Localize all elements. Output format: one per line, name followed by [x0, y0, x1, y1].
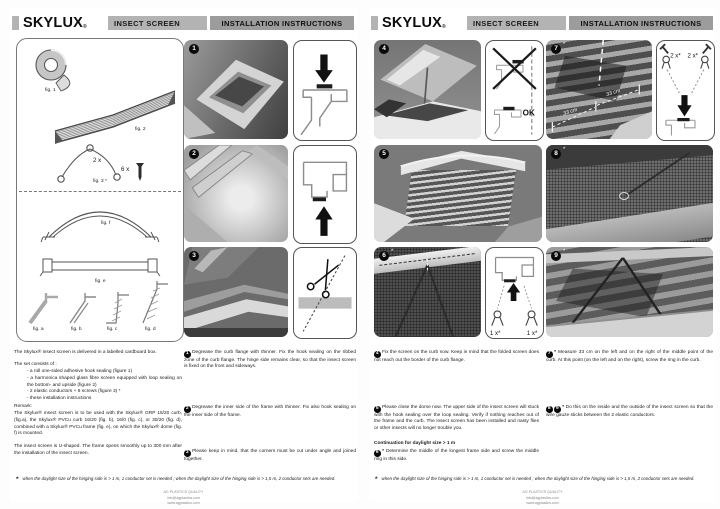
figf-label: fig. f [101, 221, 111, 226]
measure-photo-shapes [546, 40, 652, 139]
step6-badge-star: * [391, 249, 394, 255]
step1-diagram [293, 40, 357, 141]
product-name: INSECT SCREEN [114, 19, 181, 28]
footnote [375, 476, 711, 483]
installation-instructions-title: INSTALLATION INSTRUCTIONS [221, 18, 343, 28]
footnote-asterisk: * [16, 476, 19, 483]
registered-mark: ® [83, 24, 87, 30]
set-item: - a harmonica shaped glass fibre screen equipped with loop sealing on the bottom- and upside (figure 2) [27, 375, 182, 388]
set-item: - a roll one-sided adhesive hook sealing (figure 1) [27, 369, 133, 374]
step8-number: 8 [547, 406, 551, 411]
set-list [14, 369, 182, 403]
step6-body: Determine the middle of the longest frame side and screw the middle ring in this side. [374, 449, 539, 462]
step1-number: 1 [185, 351, 189, 356]
step7-diagram [656, 40, 715, 141]
fige-label: fig. e [95, 279, 106, 284]
open-dome-photo-shapes [374, 40, 481, 139]
up-arrow-icon [315, 206, 332, 236]
ring-icon [526, 311, 537, 326]
logo-word: SKYLUX [382, 14, 443, 31]
step7-star: * [554, 350, 556, 355]
step7-badge-star: * [563, 42, 566, 48]
step5-photo [374, 145, 542, 242]
hook-sealing-position-diagram [294, 41, 356, 140]
step9-number: 9 [556, 406, 559, 411]
conductor-v-shapes [546, 247, 713, 337]
step6-photo [374, 247, 481, 337]
step7-badge: 7 [551, 44, 561, 54]
screw-icon [703, 44, 711, 53]
dashed-divider [19, 191, 181, 192]
down-arrow-icon [315, 55, 333, 83]
step89-star: * [562, 405, 565, 410]
qty-1x-left: 1 x* [489, 330, 501, 338]
closed-dome-photo-shapes [374, 145, 542, 242]
step1-badge: 1 [189, 44, 199, 54]
step2-text [184, 405, 356, 419]
product-name: INSECT SCREEN [473, 19, 540, 28]
qty-2x-right: 2 x* [687, 52, 699, 60]
middle-ring-diagram [486, 248, 543, 338]
step9-photo [546, 247, 713, 337]
cross-out-icon [493, 48, 536, 89]
screwed-ring [619, 192, 629, 200]
step5-badge: 5 [379, 149, 389, 159]
screw-quantity: 6 x [121, 166, 130, 173]
measurement-33cm-left: 33 cm [562, 107, 579, 118]
company-website: www.agplastics.com [167, 501, 200, 506]
header-title-bar [210, 16, 354, 30]
curb-a-illustration [27, 289, 61, 325]
company-email: info@agplastics.com [166, 495, 201, 500]
curb-d-illustration [139, 279, 173, 325]
right-page [369, 8, 716, 506]
qty-1x-right: 1 x* [526, 330, 538, 338]
company-name: AG PLASTICS QUALITY [163, 490, 204, 494]
figc-label: fig. c [107, 327, 118, 332]
figa-label: fig. a [33, 327, 44, 332]
measurement-33cm-right: 33 cm [605, 87, 622, 98]
step1-body: Degrease the curb flange with thinner. Fix the hook sealing on the ribbed zone of the curb flange. The hinge side remains clear, so that the insect screen is fixed on the front and sideways. [184, 350, 356, 370]
step5-number: 5 [375, 406, 379, 411]
left-page [10, 8, 357, 506]
step7-body: Measure 33 cm on the left and on the right of the middle point of the curb. At this point (on the left and on the right), screw the ring in the curb. [546, 350, 713, 363]
skylux-logo [378, 8, 467, 30]
step4-body: Fix the screen on the curb now. Keep in mind that the folded screen does not reach out the border of the curb flange. [374, 350, 539, 363]
fig2-label: fig. 2 [135, 127, 146, 132]
step3-diagram [293, 247, 357, 339]
step1-text [184, 350, 356, 371]
step9-badge-star: * [563, 249, 566, 255]
wrong-right-position-diagram [486, 41, 543, 140]
step3-badge: 3 [189, 251, 199, 261]
remark-text: The Skylux® insect screen is to be used with the Skylux® GRP 15/20 curb, (fig.a), the Skylux® PVCu curb 16/20 (fig. b), 16/0 (fig. c), or 30/20 (fig. d), combined with a Skylux® PVCu frame (fig. e), on which the Skylux® dome (fig. f) is mounted. [14, 411, 182, 437]
footnote-text: when the daylight size of the hinging side is > 1 m, 1 conductor set is needed ; when the daylight size of the hinging side is > 1,5 m, 2 conductor sets are needed. [22, 476, 336, 481]
accordion-screen-illustration [51, 87, 179, 149]
step8-photo [546, 145, 713, 242]
elastic-line [546, 145, 713, 242]
screw-icon [660, 44, 668, 53]
step6-diagram [485, 247, 544, 339]
company-website: www.agplastics.com [526, 501, 559, 506]
step4-text [374, 350, 539, 364]
step7-number: 7 [547, 351, 551, 356]
intro-text: The Skylux® insect screen is delivered in a labelled cardboard box. [14, 350, 157, 355]
parts-box [16, 38, 184, 342]
step3-text [184, 449, 356, 463]
ring-icon [662, 56, 670, 68]
step4-photo [374, 40, 481, 139]
frame-sealing-position-diagram [294, 146, 356, 243]
footnote-text: when the daylight size of the hinging side is > 1 m, 1 conductor set is needed ; when the daylight size of the hinging side is > 1,5 m, 2 conductor sets are needed. [381, 476, 695, 481]
curb-photo-shapes [184, 40, 288, 139]
registered-mark: ® [442, 24, 446, 30]
curb-rings-diagram [657, 41, 714, 140]
step4-number: 4 [375, 351, 379, 356]
ushape-text: The insect screen is U-shaped. The frame opens smoothly up to 300 mm after the installation of the insect screen. [14, 444, 182, 456]
step1-photo [184, 40, 288, 139]
frame-photo-shapes [184, 145, 288, 242]
step8-9-text [546, 405, 713, 419]
conductor-lines [374, 247, 481, 337]
step4-badge: 4 [379, 44, 389, 54]
up-arrow-icon [507, 283, 520, 301]
step5-body: Please close the dome now. The upper side of the insect screen will stuck with the hook sealing over the loop sealing. Verify if nothing reaches out of the frame and the curb. The insect screen has been installed and nasty flies or other insects will no longer trouble you. [374, 405, 539, 432]
footnote [16, 476, 352, 483]
step6-number: 6 [375, 450, 379, 455]
company-block [369, 490, 716, 507]
step2-diagram [293, 145, 357, 244]
installation-instructions-title: INSTALLATION INSTRUCTIONS [580, 18, 702, 28]
company-block [10, 490, 357, 507]
step8-badge-star: * [563, 147, 566, 153]
step4-diagram [485, 40, 544, 141]
set-heading: The set consists of : [14, 362, 57, 367]
dome-profile-illustration [39, 199, 161, 243]
step5-text [374, 405, 539, 433]
step89-body: Do this on the inside and the outside of the insect screen so that the wire gauze sticks between the 2 elastic conductors. [546, 405, 713, 418]
step2-badge: 2 [189, 149, 199, 159]
elastic-quantity: 2 x [93, 157, 102, 164]
step9-badge: 9 [551, 251, 561, 261]
continuation-heading: Continuation for daylight size > 1 m [374, 441, 456, 446]
step7-photo [546, 40, 652, 139]
elastic-conductor-illustration [53, 141, 131, 187]
fig3-label: fig. 3 * [93, 179, 107, 184]
qty-2x-left: 2 x* [670, 52, 681, 60]
curb-b-illustration [65, 289, 99, 325]
step2-photo [184, 145, 288, 242]
set-item: - these installation instructions [27, 396, 92, 402]
footnote-asterisk: * [375, 476, 378, 483]
step3-body: Please keep in mind, that the corners must be cut under angle and joined together. [184, 449, 356, 462]
frame-profile-illustration [39, 255, 161, 277]
logo-word: SKYLUX [23, 14, 84, 31]
step7-text [546, 350, 713, 364]
fig1-label: fig. 1 [45, 88, 56, 93]
corner-photo-shapes [184, 247, 288, 337]
company-email: info@agplastics.com [525, 495, 560, 500]
skylux-logo [19, 8, 108, 30]
step3-number: 3 [185, 450, 189, 455]
step2-number: 2 [185, 406, 189, 411]
step6-star: * [382, 449, 384, 454]
screw-icon [135, 162, 145, 182]
remark-heading: Remark: [14, 404, 33, 409]
set-item: - 2 elastic conductors + 6 screws (figure 3) * [27, 389, 121, 395]
step6-text [374, 449, 539, 463]
cut-corner-diagram [294, 248, 356, 338]
curb-c-illustration [102, 287, 136, 325]
step6-badge: 6 [379, 251, 389, 261]
company-name: AG PLASTICS QUALITY [522, 490, 563, 494]
figb-label: fig. b [71, 327, 82, 332]
ring-icon [701, 56, 709, 68]
figd-label: fig. d [145, 327, 156, 332]
ok-label: OK [522, 108, 535, 118]
down-arrow-icon [677, 95, 691, 116]
step2-body: Degrease the inner side of the frame with thinner. Fix also hook sealing on the inner side of the frame. [184, 405, 356, 418]
step3-photo [184, 247, 288, 337]
header-title-bar [569, 16, 713, 30]
step8-badge: 8 [551, 149, 561, 159]
ring-icon [492, 311, 503, 326]
